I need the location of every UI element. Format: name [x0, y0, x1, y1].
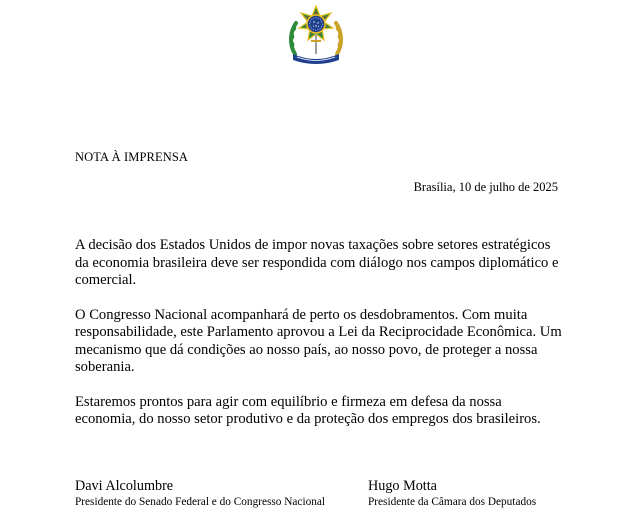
signature-block-senate [75, 478, 325, 509]
document-body [75, 237, 565, 446]
signature-block-chamber [368, 478, 536, 509]
paragraph: O Congresso Nacional acompanhará de perto os desdobramentos. Com muita responsabilidade, este Parlamento aprovou a Lei da Reciprocidade Econômica. Um mecanismo que dá condições ao nosso país, ao nosso povo, de proteger a nossa soberania. [75, 306, 562, 375]
signatory-name: Davi Alcolumbre [75, 478, 174, 494]
coat-of-arms-icon [287, 4, 345, 68]
dateline: Brasília, 10 de julho de 2025 [413, 180, 558, 194]
signatory-name: Hugo Motta [368, 478, 437, 494]
paragraph: A decisão dos Estados Unidos de impor novas taxações sobre setores estratégicos da economia brasileira deve ser respondida com diálogo nos campos diplomático e comercial. [75, 237, 559, 288]
document-heading: NOTA À IMPRENSA [75, 150, 189, 164]
signatory-role: Presidente do Senado Federal e do Congresso Nacional [75, 496, 326, 508]
signatory-role: Presidente da Câmara dos Deputados [368, 496, 537, 508]
paragraph: Estaremos prontos para agir com equilíbrio e firmeza em defesa da nossa economia, do nosso setor produtivo e da proteção dos empregos dos brasileiros. [75, 393, 541, 427]
